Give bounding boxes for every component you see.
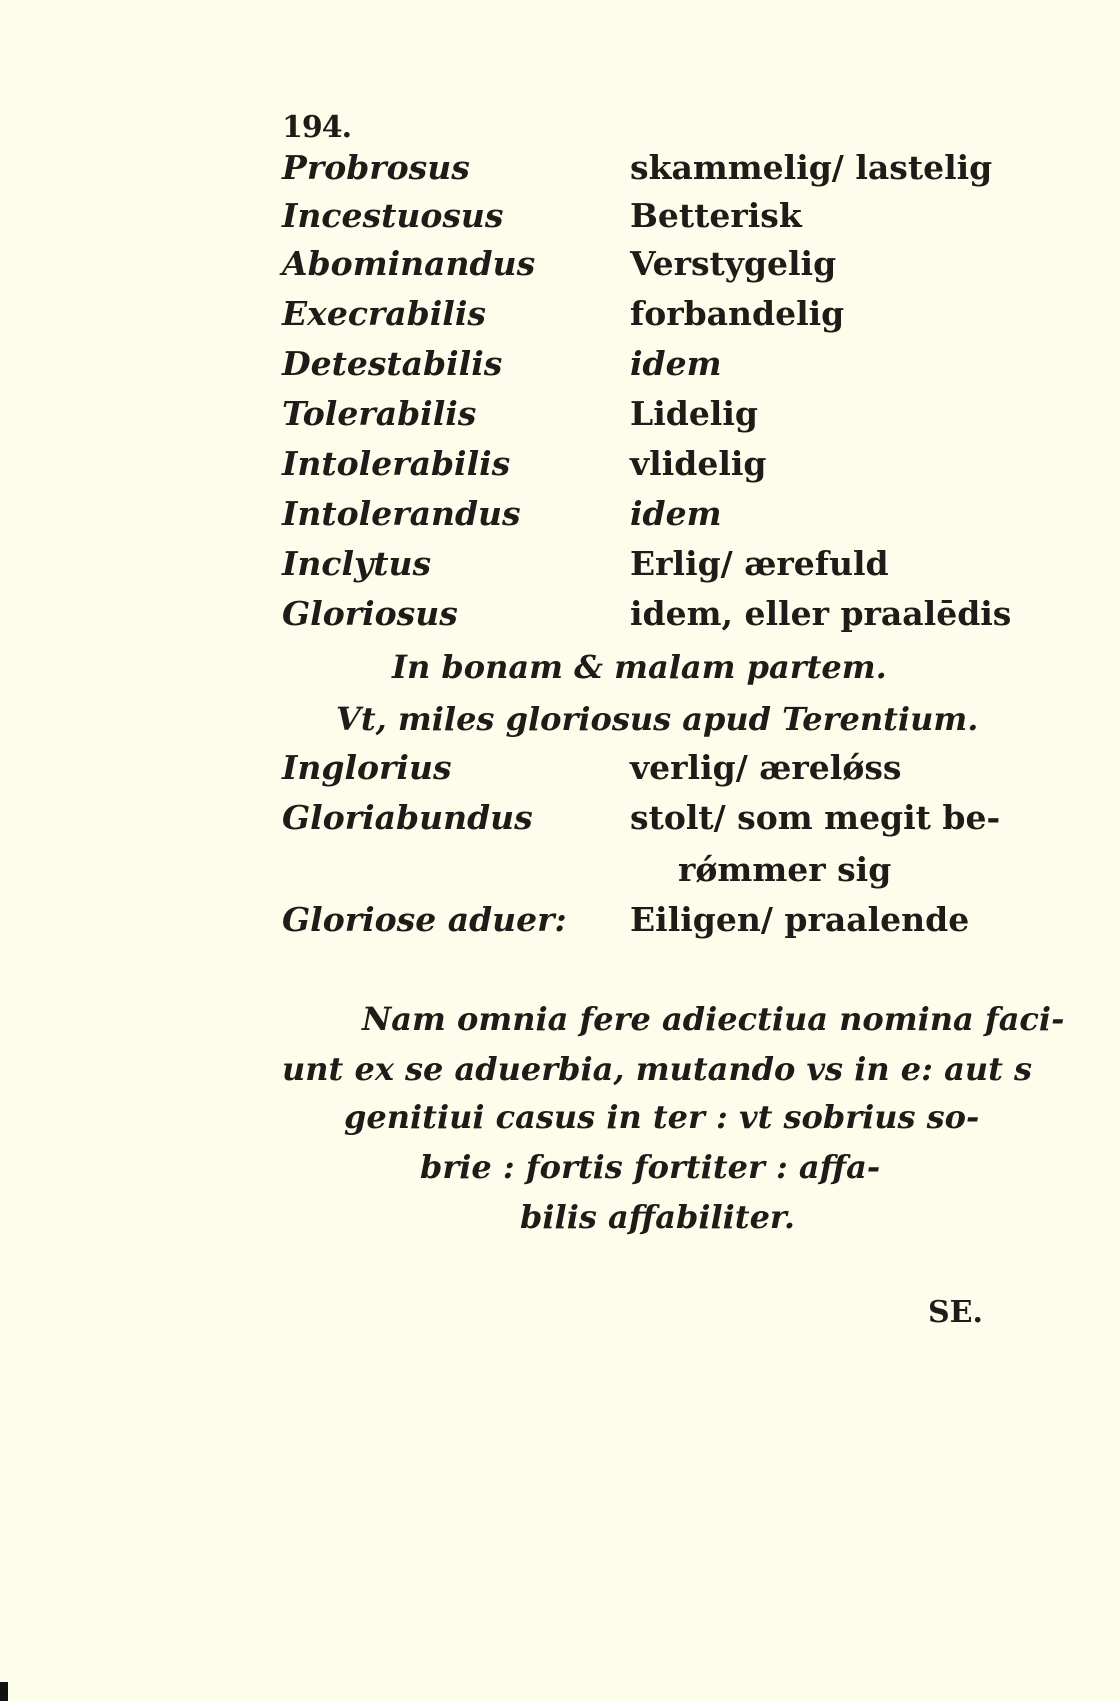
entry-row: [0, 244, 1120, 294]
paragraph-line: bilis affabiliter.: [520, 1198, 795, 1236]
entry-row: [0, 748, 1120, 798]
paragraph-line: Nam omnia fere adiectiua nomina faci-: [362, 1000, 1065, 1038]
latin-term: Execrabilis: [282, 294, 486, 333]
note-line: In bonam & malam partem.: [392, 648, 887, 686]
entry-row: [0, 544, 1120, 594]
danish-gloss: forbandelig: [630, 294, 845, 333]
entry-row: [0, 798, 1120, 848]
latin-term: Detestabilis: [282, 344, 503, 383]
danish-gloss: idem: [630, 494, 722, 533]
danish-gloss: stolt/ som megit be-: [630, 798, 1001, 837]
danish-gloss: verlig/ ærelǿss: [630, 748, 902, 787]
latin-term: Abominandus: [282, 244, 536, 283]
danish-gloss: idem: [630, 344, 722, 383]
latin-term: Gloriosus: [282, 594, 458, 633]
danish-gloss: skammelig/ lastelig: [630, 148, 993, 187]
paragraph-line: genitiui casus in ter : vt sobrius so-: [344, 1098, 980, 1136]
latin-term: Inclytus: [282, 544, 432, 583]
latin-term: Tolerabilis: [282, 394, 477, 433]
danish-gloss: Betterisk: [630, 196, 802, 235]
note-line: Vt, miles gloriosus apud Terentium.: [336, 700, 979, 738]
entry-row: [0, 148, 1120, 198]
latin-term: Incestuosus: [282, 196, 504, 235]
danish-gloss-continuation: rǿmmer sig: [678, 850, 892, 889]
entry-row: [0, 900, 1120, 950]
danish-gloss: vlidelig: [630, 444, 767, 483]
paragraph-line: brie : fortis fortiter : affa-: [420, 1148, 881, 1186]
entry-row: [0, 196, 1120, 246]
entry-row: [0, 494, 1120, 544]
scan-edge-mark: [0, 1682, 8, 1701]
catchword: SE.: [928, 1295, 983, 1330]
latin-term: Gloriose aduer:: [282, 900, 567, 939]
danish-gloss: Lidelig: [630, 394, 758, 433]
latin-term: Intolerandus: [282, 494, 521, 533]
latin-term: Gloriabundus: [282, 798, 533, 837]
page-number: 194.: [282, 110, 352, 145]
entry-row: [0, 394, 1120, 444]
entry-row: [0, 294, 1120, 344]
entry-row: [0, 344, 1120, 394]
latin-term: Intolerabilis: [282, 444, 511, 483]
paragraph-line: unt ex se aduerbia, mutando vs in e: aut s: [282, 1050, 1033, 1088]
danish-gloss: Erlig/ ærefuld: [630, 544, 889, 583]
danish-gloss: idem, eller praalēdis: [630, 594, 1012, 633]
entry-row: [0, 850, 1120, 900]
latin-term: Probrosus: [282, 148, 470, 187]
entry-row: [0, 594, 1120, 644]
danish-gloss: Verstygelig: [630, 244, 837, 283]
entry-row: [0, 444, 1120, 494]
danish-gloss: Eiligen/ praalende: [630, 900, 970, 939]
latin-term: Inglorius: [282, 748, 452, 787]
